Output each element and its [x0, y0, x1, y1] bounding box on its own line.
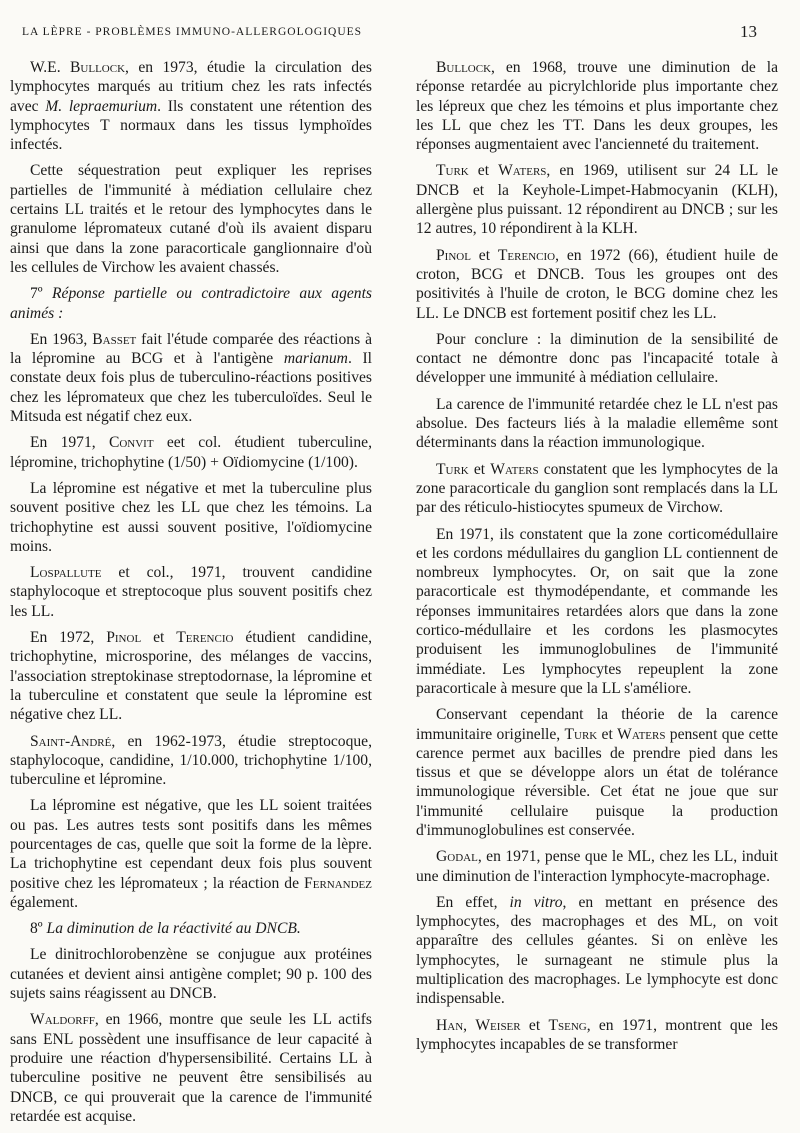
text-run: , en 1972 (66), étudient huile de croton, BCG et DNCB. Tous les groupes ont des positivités à l'huile de croton, le BCG domine chez les LL. Le DNCB est fortement positif chez les LL. [416, 246, 778, 322]
text-run: La carence de l'immunité retardée chez le LL n'est pas absolue. Des facteurs liés à la maladie ellemême sont déterminants dans la réaction immunologique. [416, 395, 778, 452]
text-run: étudient candidine, trichophytine, microsporine, des mélanges de vaccins, l'association streptokinase streptodornase, la lépromine et la tuberculine et constatent que seule la lépromine est négative chez LL. [10, 629, 372, 724]
text-run: et [470, 246, 498, 264]
author-name: Waters [617, 725, 666, 743]
paragraph [10, 58, 372, 154]
author-name: Pinol [436, 246, 471, 264]
paragraph [416, 330, 778, 388]
paragraph [10, 479, 372, 556]
author-name: Lospallute [30, 564, 102, 582]
paragraph [416, 1016, 778, 1055]
section-heading [10, 284, 372, 323]
text-run: . Ils constatent une rétention des lymphocytes T normaux dans les tissus lymphoïdes infectés. [10, 97, 372, 154]
text-run: Pour conclure : la diminution de la sensibilité de contact ne démontre donc pas l'incapacité totale à développer une immunité à médiation cellulaire. [416, 330, 778, 387]
author-name: Han [436, 1016, 464, 1034]
author-name: Waters [498, 162, 547, 180]
author-name: Turk [436, 162, 469, 180]
paragraph [416, 460, 778, 518]
text-run: La lépromine est négative, que les LL soient traitées ou pas. Les autres tests sont positifs dans les mêmes pourcentages de cas, quelle que soit la forme de la lèpre. La trichophytine est cependant deux fois plus souvent positive chez les lépromateux ; la réaction de [10, 797, 372, 892]
text-run: , en 1968, trouve une diminution de la réponse retardée au picrylchloride plus importante chez les lépreux que chez les témoins et plus importante chez les LL que chez les TT. Dans les deux groupes, les réponses augmentaient avec l'ancienneté du traitement. [416, 59, 778, 154]
text-run: , en 1969, utilisent sur 24 LL le DNCB et la Keyhole-Limpet-Habmocyanin (KLH), allergène plus puissant. 12 répondirent au DNCB ; sur les 12 autres, 10 répondirent à la KLH. [416, 162, 778, 238]
text-run: En 1972, [30, 629, 107, 647]
text-run: Conservant cependant la théorie de la carence immunitaire originelle, [416, 706, 778, 743]
paragraph [416, 58, 778, 154]
author-name: Terencio [176, 629, 234, 647]
text-run: et col., 1971, trouvent candidine staphylocoque et streptocoque plus souvent positifs chez les LL. [10, 564, 372, 620]
author-name: Basset [92, 330, 137, 348]
paragraph [10, 628, 372, 724]
author-name: Bullock [70, 59, 126, 76]
text-run: Réponse partielle ou contradictoire aux agents animés : [10, 285, 372, 322]
text-run: Le dinitrochlorobenzène se conjugue aux protéines cutanées et devient ainsi antigène complet; 90 p. 100 des sujets sains réagissent au DNCB. [10, 946, 372, 1003]
text-run: . Il constate deux fois plus de tuberculino-réactions positives chez les lépromateux que chez les tuberculoïdes. Seul le Mitsuda est négatif chez eux. [10, 350, 372, 426]
text-run: et [468, 460, 491, 478]
author-name: Bullock [436, 59, 492, 76]
paragraph [416, 893, 778, 1009]
text-run: , en 1971, montrent que les lymphocytes incapables de se transformer [416, 1016, 778, 1053]
text-run: En 1963, [30, 330, 93, 348]
paragraph [416, 847, 778, 886]
paragraph [10, 796, 372, 912]
text-run: pensent que cette carence permet aux bacilles de prendre pied dans les tissus et que se développe alors un état de tolérance immunologique réversible. Cet état ne joue que sur l'immunité cellulaire puisque la production d'immunoglobulines est conservée. [416, 725, 778, 839]
text-run: La diminution de la réactivité au DNCB. [46, 920, 301, 938]
text-run: , en 1971, pense que le ML, chez les LL, induit une diminution de l'interaction lymphocyte-macrophage. [416, 848, 778, 885]
paragraph [10, 330, 372, 426]
text-run: eet col. étudient tuberculine, lépromine, trichophytine (1/50) + Oïdiomycine (1/100). [10, 434, 372, 471]
text-run: , [463, 1016, 476, 1034]
section-heading [10, 919, 372, 938]
text-run: et [141, 629, 177, 647]
paragraph [10, 161, 372, 277]
paragraph [416, 161, 778, 238]
author-name: Waters [490, 460, 539, 478]
page-number: 13 [740, 22, 757, 41]
paragraph [416, 395, 778, 453]
text-run: Cette séquestration peut expliquer les reprises partielles de l'immunité à médiation cellulaire chez certains LL traités et le retour des lymphocytes dans le granulome lépromateux cutané d'où ils avaient disparu ainsi que dans la zone paracorticale ganglionnaire d'où les cellules de Virchow les avaient chassés. [10, 162, 372, 276]
text-run: W.E. [30, 59, 71, 76]
running-title: LA LÈPRE - PROBLÈMES IMMUNO-ALLERGOLOGIQUES [22, 26, 363, 38]
text-run: et [597, 725, 618, 743]
author-name: Terencio [497, 246, 556, 264]
text-run: 7º [30, 285, 53, 303]
author-name: Godal [436, 848, 478, 866]
text-run: 8º [30, 920, 47, 938]
text-run: La lépromine est négative et met la tuberculine plus souvent positive chez les LL que chez les témoins. La trichophytine est aussi souvent positive, l'oïdiomycine moins. [10, 479, 372, 555]
author-name: Turk [564, 725, 598, 743]
text-run: , en mettant en présence des lymphocytes, des macrophages et des ML, on voit apparaître des cellules géantes. Si on enlève les lymphocytes, le surnageant ne stimule plus la multiplication des macrophages. Le lymphocyte est donc indispensable. [416, 893, 778, 1008]
text-run: M. lepraemurium [45, 97, 158, 115]
left-column [10, 58, 372, 1133]
text-run: également. [10, 893, 78, 911]
author-name: Tseng [548, 1016, 587, 1034]
text-run: fait l'étude comparée des réactions à la lépromine au BCG et à l'antigène [10, 330, 372, 368]
author-name: Waldorff [30, 1011, 95, 1029]
author-name: Fernandez [304, 874, 372, 892]
paragraph [416, 525, 778, 699]
paragraph [10, 1010, 372, 1126]
text-run: et [468, 162, 499, 180]
author-name: Turk [436, 460, 469, 478]
text-run: in vitro [509, 893, 563, 911]
paragraph [416, 705, 778, 840]
author-name: Saint-André [30, 732, 112, 750]
text-run: , en 1966, montre que seule les LL actifs sans ENL possèdent une insuffisance de leur capacité à produire une réaction d'hypersensibilité. Certains LL à tuberculine positive ne peuvent être sensibilisés au DNCB, ce qui prouverait que la carence de l'immunité retardée est acquise. [10, 1011, 372, 1125]
paragraph [10, 433, 372, 472]
author-name: Convit [108, 434, 154, 452]
text-run: En 1971, [30, 434, 109, 452]
paragraph [10, 945, 372, 1003]
text-run: constatent que les lymphocytes de la zone paracorticale du ganglion sont remplacés dans la LL par des réticulo-histiocytes spumeux de Virchow. [416, 460, 778, 517]
text-run: , en 1962-1973, étudie streptocoque, staphylocoque, candidine, 1/10.000, trichophytine 1/100, tuberculine et lépromine. [10, 732, 372, 789]
paragraph [10, 563, 372, 621]
right-column [416, 58, 778, 1061]
paragraph [10, 732, 372, 790]
text-run: En effet, [436, 893, 510, 911]
text-run: En 1971, ils constatent que la zone corticomédullaire et les cordons médullaires du ganglion LL contiennent de nombreux lymphocytes. Or, on sait que la zone paracorticale est thymodépendante, et commande les réponses immunitaires retardées alors que dans la zone cortico-médullaire et les cordons les plasmocytes produisent les immunoglobulines de l'immunité immédiate. Les lymphocytes repeuplent la zone paracorticale à mesure que la LL s'améliore. [416, 525, 778, 697]
text-run: et [520, 1016, 549, 1034]
author-name: Pinol [106, 629, 142, 647]
text-run: marianum [283, 350, 348, 368]
paragraph [416, 246, 778, 323]
author-name: Weiser [475, 1016, 521, 1034]
text-run: , en 1973, étudie la circulation des lymphocytes marqués au tritium chez les rats infectés avec [10, 59, 372, 115]
